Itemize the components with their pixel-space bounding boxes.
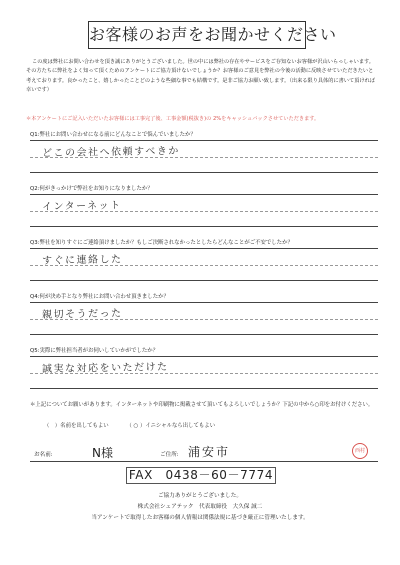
intro-text: この度は弊社にお問い合わせを頂き誠にありがとうございました。世の中には弊社の存在やサービスをご存知ないお客様が沢山いらっしゃいます。その方たちに弊社をよく知って頂くためのアンケートにご協力頂けないでしょうか？お客様のご意見を弊社の今後の活動に反映させていただきたいと考えております。良かったこと、嬉しかったことどのような些細な事でも結構です。是非ご協力お願い致します。（出来る限り具体的に書いて頂ければ幸いです） [26,59,375,94]
name-underline [30,461,378,462]
question-5-answer: 誠実な対応をいただけた [41,361,169,376]
question-2-answer: インターネット [41,200,122,213]
address-value: 浦安市 [188,445,231,459]
question-2-label: Q2:何がきっかけで弊社をお知りになりましたか？ [30,186,153,192]
option-full-name[interactable]: （ ）名前を出してもよい [44,423,109,429]
question-4-label: Q4:何が決め手となり弊社にお問い合わせ頂きましたか？ [30,294,169,300]
name-value: N様 [92,446,113,460]
question-4-answer: 親切そうだった [41,308,123,321]
footer-company: 株式会社シェアテック 代表取締役 大久保 誠二 [137,504,263,510]
question-1-label: Q1:弊社にお問い合わせになる前にどんなことで悩んでいましたか？ [30,132,196,138]
question-1-answer-box [30,140,378,173]
footer-privacy: 当アンケートで取得したお客様の個人情報は関係法規に基づき厳正に管理いたします。 [91,515,309,521]
question-1-answer: どこの会社へ依頼すべきか [41,145,180,160]
seal-stamp: 西村 [352,443,368,459]
question-3-label: Q3:弊社を知りすぐにご連絡頂けましたか？もしご決断されなかったとしたらどんなことがご不安でしたか？ [30,240,293,246]
name-label: お名前: [34,452,53,458]
consent-text: ＊上記についてお願いがあります。インターネットや印刷物に掲載させて頂いてもよろしいでしょうか？下記の中から○印をお付けください。 [30,402,374,408]
question-4-answer-box [30,302,378,335]
address-label: ご住所: [160,452,179,458]
question-3-answer: すぐに連絡した [41,254,123,267]
option-initials[interactable]: （ ○ ）イニシャルなら出してもよい [126,423,216,429]
question-2-answer-box [30,194,378,227]
question-3-answer-box [30,248,378,281]
page-title: お客様のお声をお聞かせください [88,21,306,49]
fax-number: FAX 0438－60－7774 [126,467,276,484]
consent-options [44,421,231,429]
question-5-answer-box [30,356,378,389]
question-5-label: Q5:実際に弊社担当者がお伺いしていかがでしたか？ [30,348,159,354]
footer-thanks: ご協力ありがとうございました。 [158,493,242,499]
cashback-notice: ＊本アンケートにご記入いただいたお客様には工事完了後、工事金額(税抜き)の 2%をキャッシュバックさせていただきます。 [26,116,320,122]
